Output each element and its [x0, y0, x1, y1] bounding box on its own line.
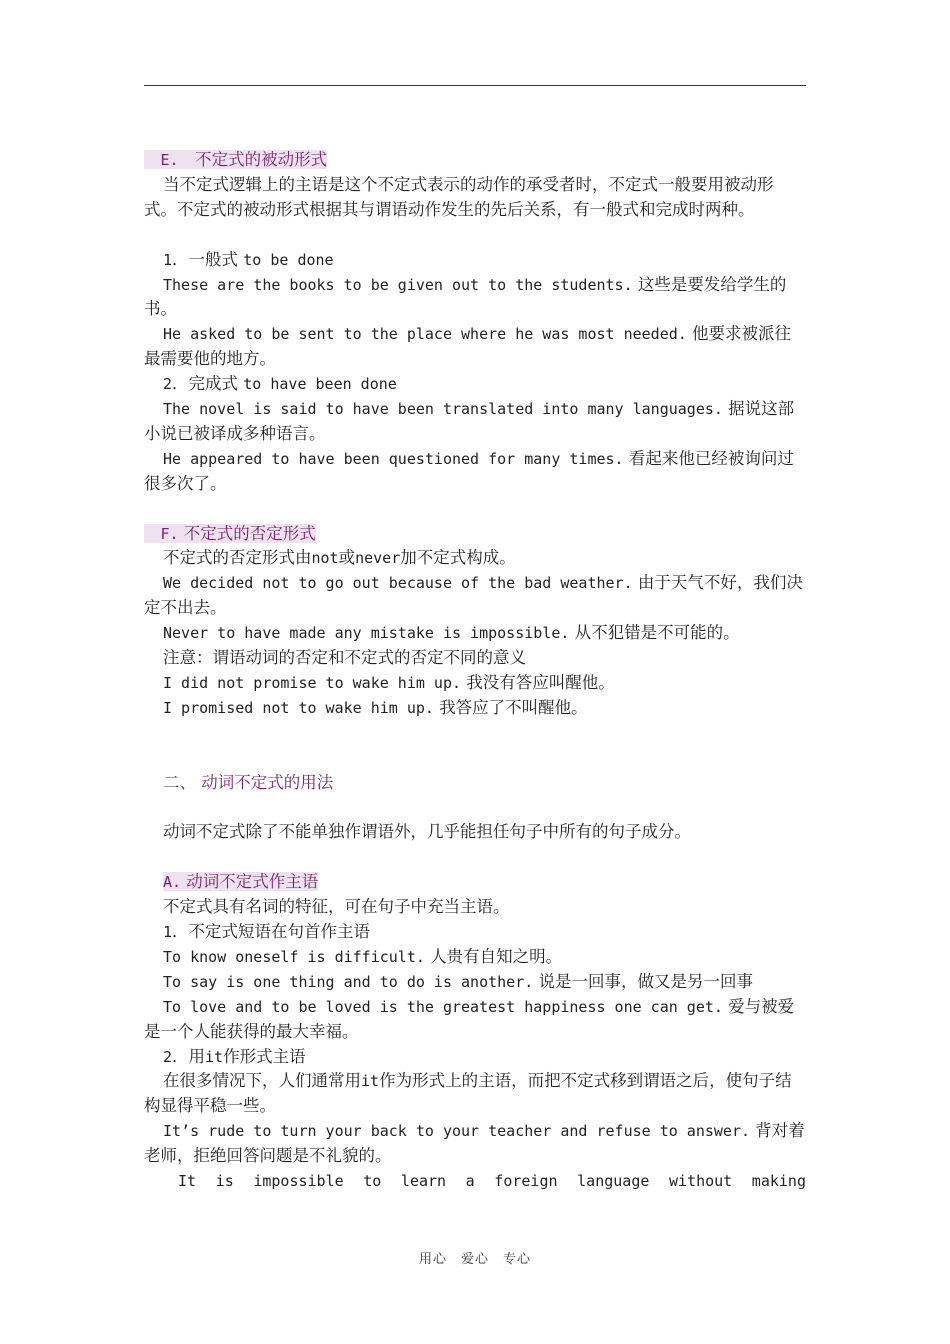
header-rule — [144, 85, 806, 86]
paragraph: 在很多情况下，人们通常用it作为形式上的主语，而把不定式移到谓语之后，使句子结构显得平稳一些。 — [144, 1071, 792, 1116]
document-body — [144, 148, 806, 1194]
paragraph: 当不定式逻辑上的主语是这个不定式表示的动作的承受者时，不定式一般要用被动形式。不定式的被动形式根据其与谓语动作发生的先后关系，有一般式和完成时两种。 — [144, 174, 774, 219]
paragraph: Never to have made any mistake is impossible. 从不犯错是不可能的。 — [163, 623, 740, 643]
paragraph: It is impossible to learn a foreign language without making — [178, 1172, 806, 1191]
paragraph: I did not promise to wake him up. 我没有答应叫醒他。 — [163, 673, 615, 692]
section-label-a: A. 动词不定式作主语 — [163, 872, 319, 892]
section-label-e: E. 不定式的被动形式 — [144, 148, 806, 173]
paragraph: To know oneself is difficult. 人贵有自知之明。 — [163, 946, 563, 966]
paragraph: He asked to be sent to the place where he was most needed. 他要求被派往最需要他的地方。 — [144, 324, 792, 369]
section-heading: 二、 动词不定式的用法 — [163, 772, 334, 792]
paragraph: 不定式的否定形式由not或never加不定式构成。 — [163, 548, 516, 568]
paragraph: I promised not to wake him up. 我答应了不叫醒他。 — [163, 697, 588, 717]
paragraph: 1．不定式短语在句首作主语 — [163, 922, 371, 942]
paragraph: It’s rude to turn your back to your teacher and refuse to answer. 背对着老师，拒绝回答问题是不礼貌的。 — [144, 1121, 805, 1166]
section-label-f: F. 不定式的否定形式 — [144, 522, 806, 547]
paragraph: He appeared to have been questioned for many times. 看起来他已经被询问过很多次了。 — [144, 448, 794, 493]
paragraph: 注意：谓语动词的否定和不定式的否定不同的意义 — [163, 648, 526, 668]
paragraph: 不定式具有名词的特征，可在句子中充当主语。 — [163, 897, 510, 917]
paragraph: 动词不定式除了不能单独作谓语外，几乎能担任句子中所有的句子成分。 — [163, 822, 691, 842]
paragraph: 2．用it作形式主语 — [163, 1046, 306, 1066]
paragraph: To love and to be loved is the greatest happiness one can get. 爱与被爱是一个人能获得的最大幸福。 — [144, 996, 795, 1041]
paragraph: 1．一般式 to be done — [163, 249, 334, 269]
paragraph: We decided not to go out because of the bad weather. 由于天气不好，我们决定不出去。 — [144, 573, 803, 618]
paragraph: 2．完成式 to have been done — [163, 374, 397, 394]
paragraph: These are the books to be given out to the students. 这些是要发给学生的书。 — [144, 274, 787, 319]
paragraph: To say is one thing and to do is another. 说是一回事，做又是另一回事 — [163, 971, 754, 991]
paragraph: The novel is said to have been translated into many languages. 据说这部小说已被译成多种语言。 — [144, 399, 795, 443]
page-footer: 用心 爱心 专心 — [418, 1252, 531, 1267]
